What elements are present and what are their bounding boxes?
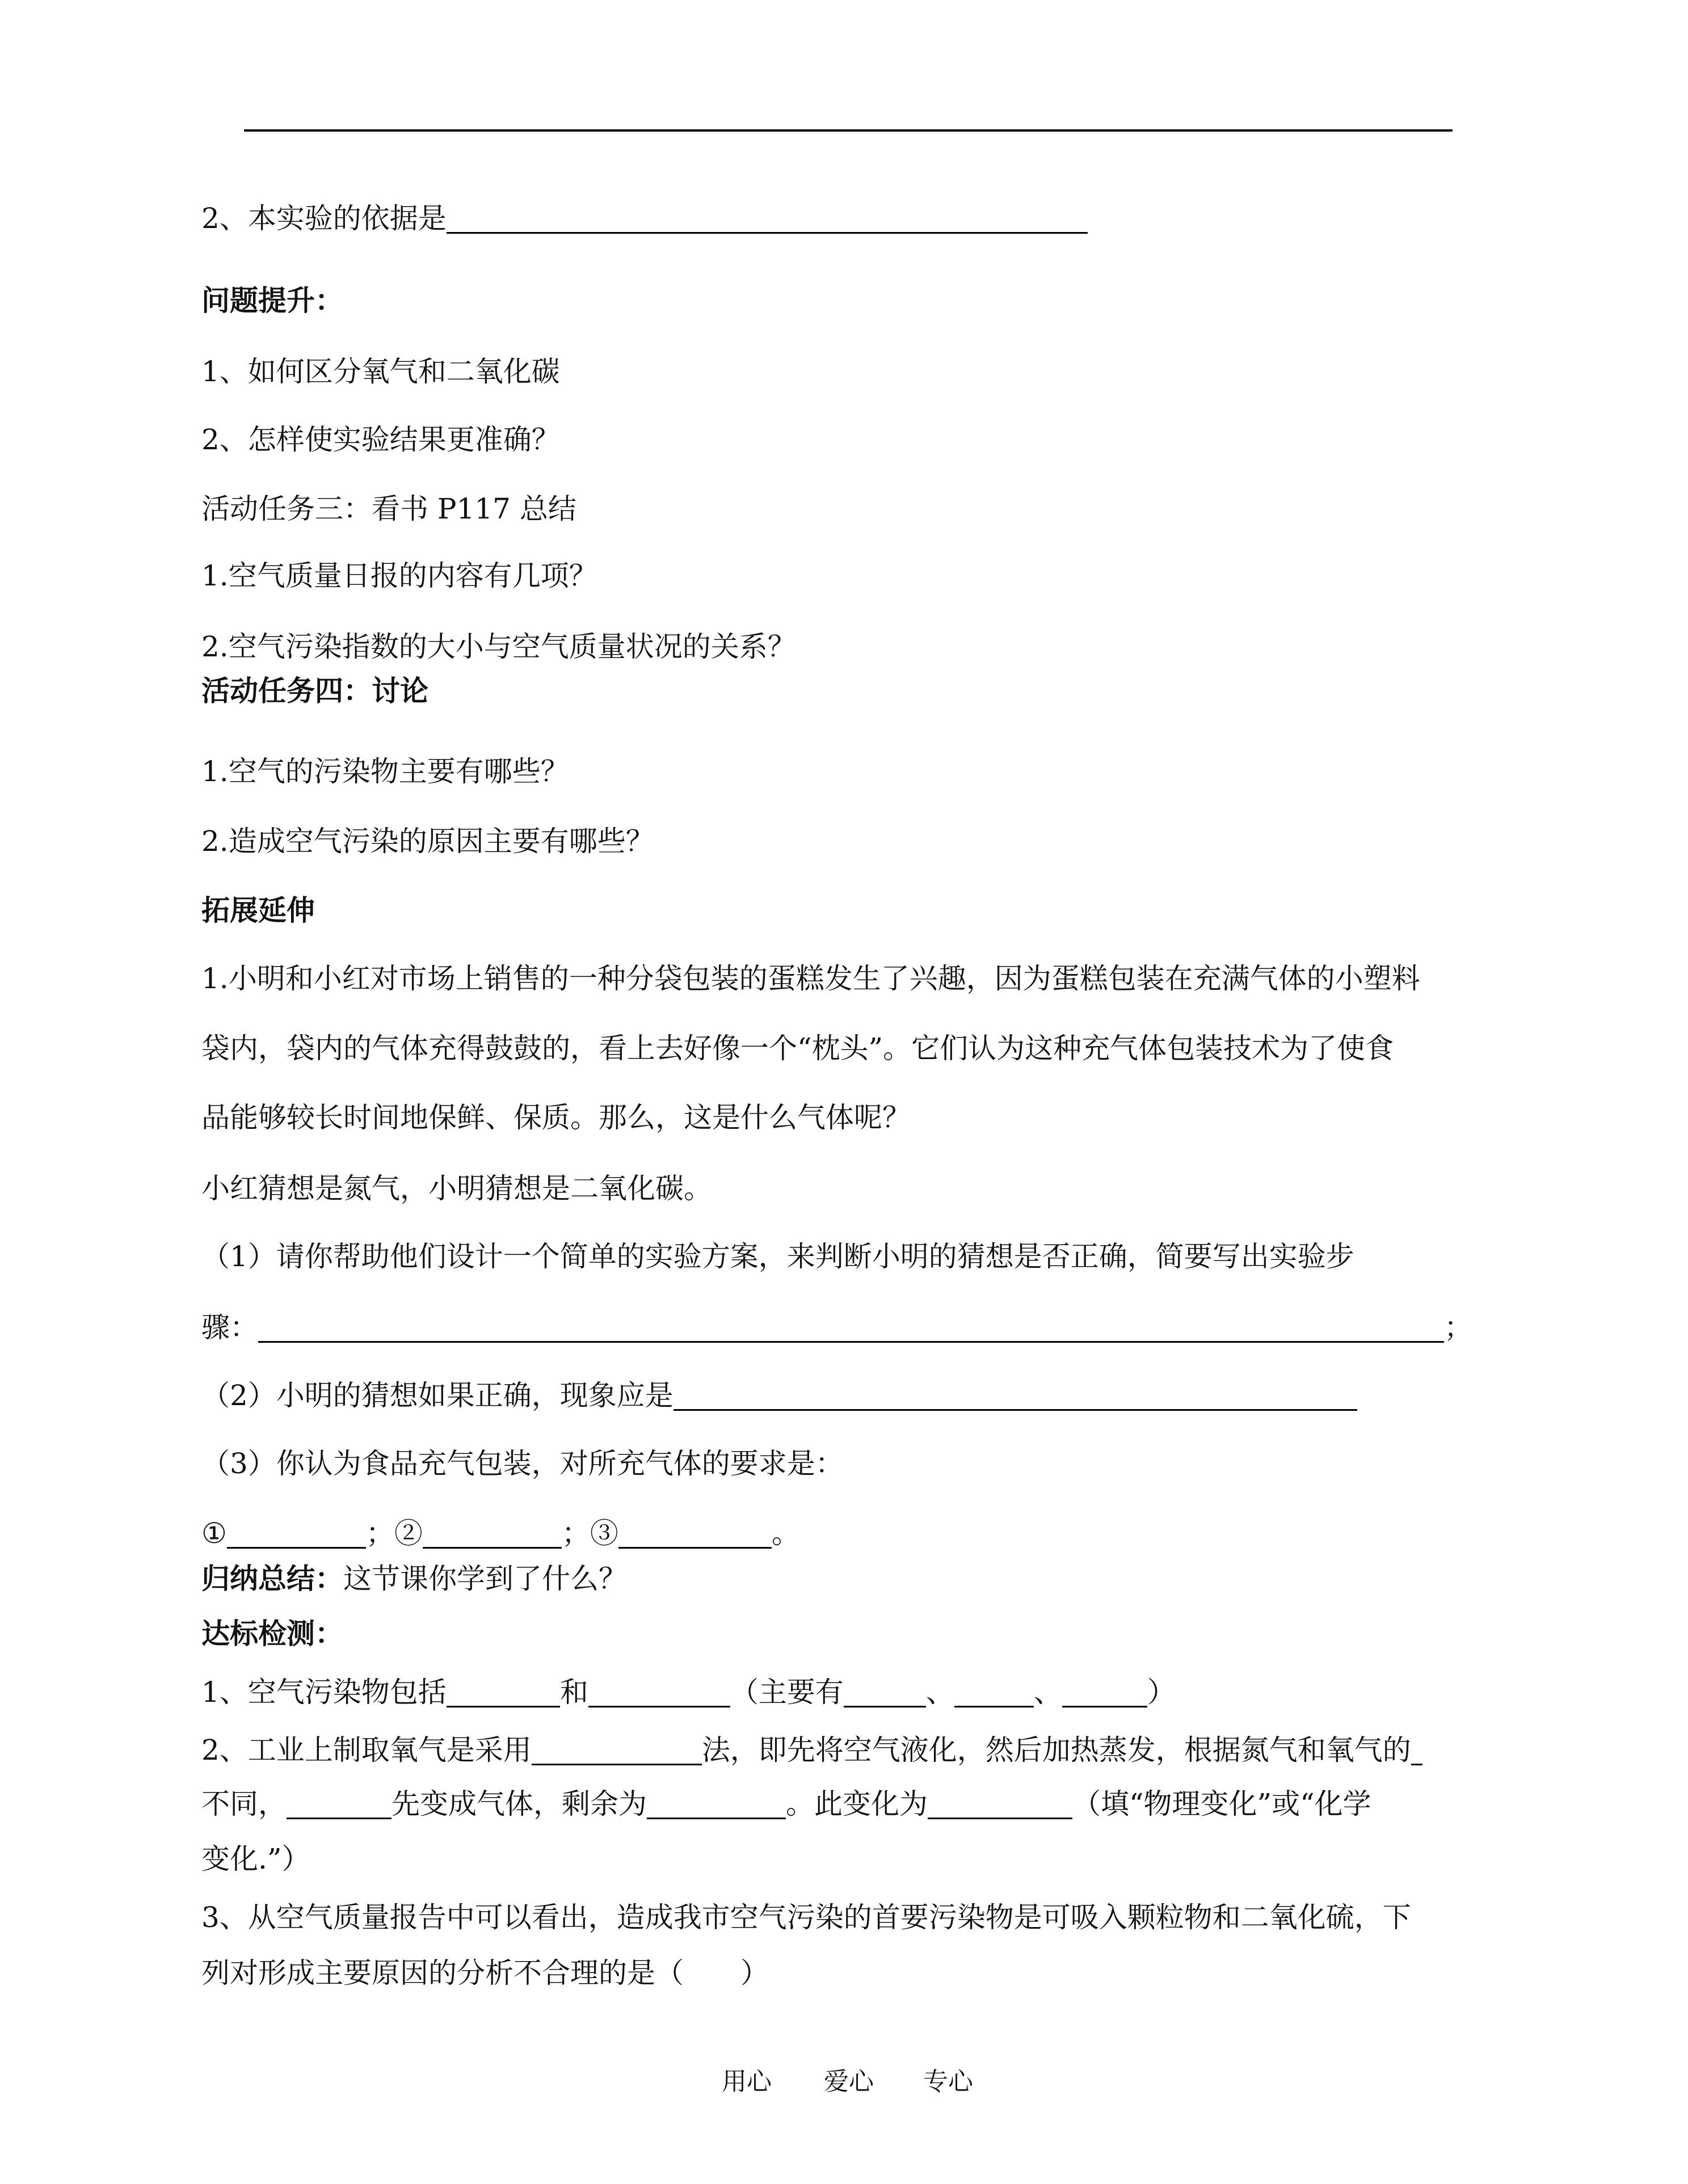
footer-text: 用心 [722,2067,772,2096]
task4-title: 活动任务四：讨论 [201,674,428,707]
pollutant-blank-5[interactable] [1062,1675,1147,1707]
task3-q2: 2.空气污染指数的大小与空气质量状况的关系？ [201,630,796,663]
steps-blank[interactable] [258,1310,1444,1343]
ext-paragraph-line: 1.小明和小红对市场上销售的一种分袋包装的蛋糕发生了兴趣，因为蛋糕包装在充满气体的小塑料 [201,962,1420,995]
basis-line: 2、本实验的依据是 [201,199,1088,238]
change-type-blank[interactable] [928,1787,1072,1819]
ext-q1: （1）请你帮助他们设计一个简单的实验方案，来判断小明的猜想是否正确，简要写出实验步 [201,1240,1354,1273]
task3-title: 活动任务三：看书 P117 总结 [201,492,576,525]
phenomenon-blank[interactable] [673,1378,1357,1411]
test-q3-line-2: 列对形成主要原因的分析不合理的是（ ） [201,1957,769,1989]
ext-title: 拓展延伸 [201,893,315,927]
improve-q2: 2、怎样使实验结果更准确？ [201,423,560,456]
improve-title: 问题提升： [201,284,343,317]
requirements-line: ① ；② ；③ 。 [201,1517,800,1550]
first-gas-blank[interactable] [287,1787,392,1819]
ext-paragraph-line: 小红猜想是氮气，小明猜想是二氧化碳。 [201,1172,712,1205]
footer-text: 爱心 [824,2067,874,2096]
task3-q1: 1.空气质量日报的内容有几项？ [201,559,597,592]
ext-q2: （2）小明的猜想如果正确，现象应是 [201,1376,1357,1415]
requirement-blank-3[interactable] [618,1516,772,1549]
test-q1: 1、空气污染物包括 和 （主要有 、 、 ） [201,1676,1176,1709]
ext-paragraph-line: 品能够较长时间地保鲜、保质。那么，这是什么气体呢？ [201,1101,911,1134]
ext-paragraph-line: 袋内，袋内的气体充得鼓鼓的，看上去好像一个“枕头”。它们认为这种充气体包装技术为了使食 [201,1032,1394,1065]
test-q3-line-1: 3、从空气质量报告中可以看出，造成我市空气污染的首要污染物是可吸入颗粒物和二氧化硫，下 [201,1901,1411,1934]
pollutant-blank-4[interactable] [954,1675,1034,1707]
test-q2-line-2: 不同， 先变成气体，剩余为 。此变化为 （填“物理变化”或“化学 [201,1787,1371,1820]
footer-text: 专心 [923,2067,973,2096]
remaining-blank[interactable] [647,1787,786,1819]
test-q2-line-1: 2、工业上制取氧气是采用 法，即先将空气液化，然后加热蒸发，根据氮气和氧气的 [201,1730,1422,1770]
pollutant-blank-2[interactable] [588,1675,730,1707]
ext-q1-steps: 骤： ； [201,1311,1472,1344]
task4-q1: 1.空气的污染物主要有哪些？ [201,755,569,788]
test-q2-line-3: 变化.”） [201,1843,310,1875]
pollutant-blank-1[interactable] [447,1675,560,1707]
property-blank[interactable] [1411,1733,1422,1765]
basis-blank[interactable] [447,201,1088,234]
summary-line: 归纳总结：这节课你学到了什么？ [201,1562,627,1595]
ext-q3: （3）你认为食品充气包装，对所充气体的要求是： [201,1447,844,1480]
requirement-blank-2[interactable] [423,1516,562,1549]
header-rule [244,129,1453,132]
requirement-blank-1[interactable] [227,1516,366,1549]
method-blank[interactable] [532,1733,702,1765]
pollutant-blank-3[interactable] [844,1675,926,1707]
improve-q1: 1、如何区分氧气和二氧化碳 [201,355,560,388]
test-title: 达标检测： [201,1617,343,1650]
task4-q2: 2.造成空气污染的原因主要有哪些？ [201,825,654,858]
